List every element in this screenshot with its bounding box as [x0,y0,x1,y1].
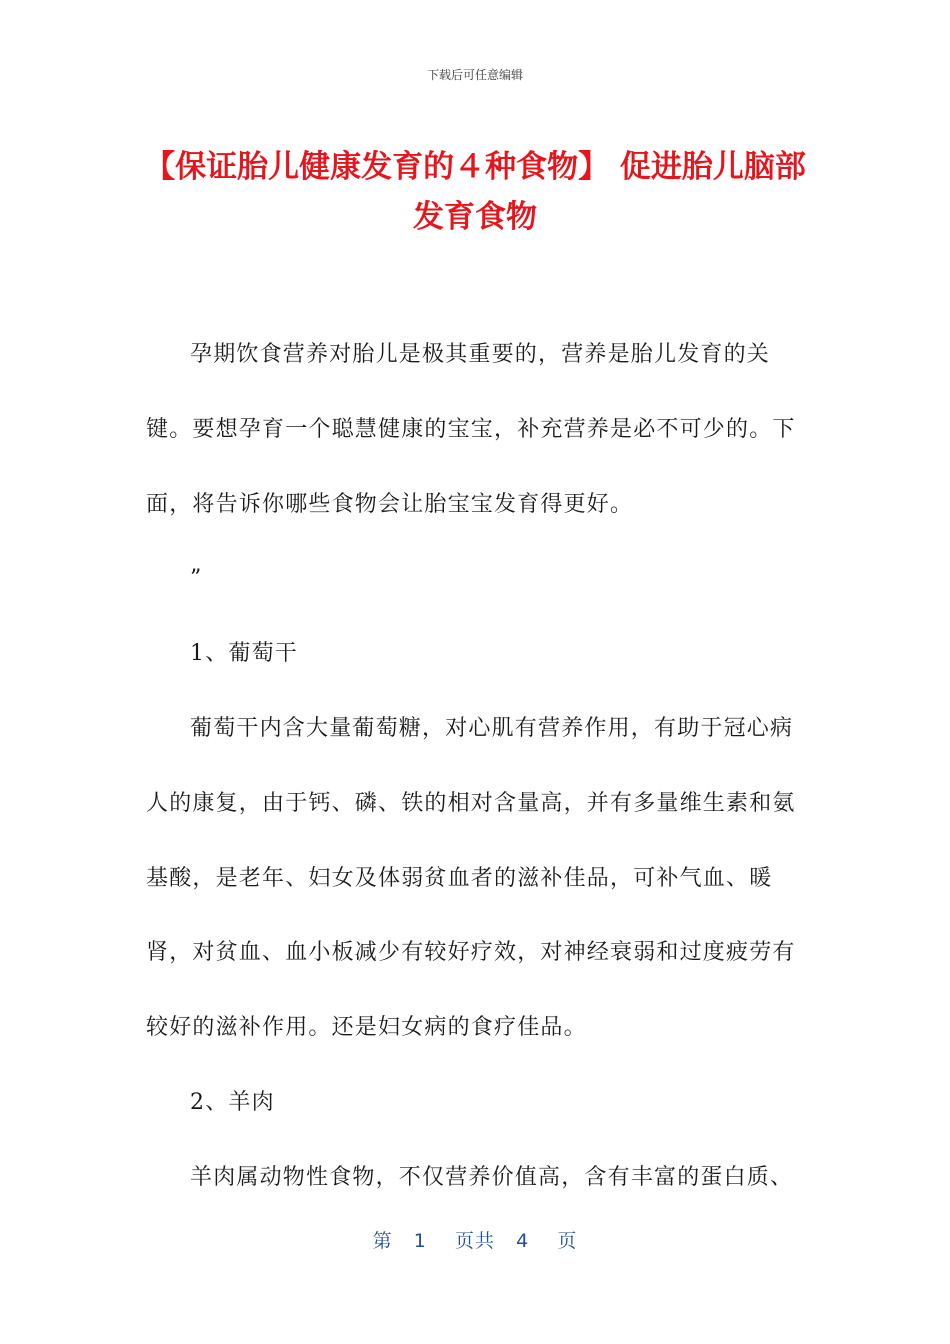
paragraph-quote-mark: ” [190,566,203,592]
document-body [146,318,810,1216]
page-label-suffix: 页 [557,1230,578,1252]
section-heading-mutton: 2、羊肉 [190,1089,275,1115]
page-label-prefix: 第 [372,1230,393,1252]
paragraph-mutton: 羊肉属动物性食物，不仅营养价值高，含有丰富的蛋白质、 [190,1164,794,1190]
paragraph-intro: 孕期饮食营养对胎儿是极其重要的，营养是胎儿发育的关键。要想孕育一个聪慧健康的宝宝，补充营养是必不可少的。下面，将告诉你哪些食物会让胎宝宝发育得更好。 [146,342,796,517]
paragraph-raisins: 葡萄干内含大量葡萄糖，对心肌有营养作用，有助于冠心病人的康复，由于钙、磷、铁的相对含量高，并有多量维生素和氨基酸，是老年、妇女及体弱贫血者的滋补佳品，可补气血、暖肾，对贫血、血小板减少有较好疗效，对神经衰弱和过度疲劳有较好的滋补作用。还是妇女病的食疗佳品。 [146,715,796,1041]
page-footer [0,1226,950,1253]
document-title: 【保证胎儿健康发育的４种食物】 促进胎儿脑部发育食物 [144,149,806,235]
section-heading-raisins: 1、葡萄干 [190,641,298,667]
header-note: 下载后可任意编辑 [426,68,523,82]
page-total: 4 [516,1230,530,1252]
page-label-middle: 页共 [454,1230,495,1252]
page-current: 1 [413,1230,427,1252]
